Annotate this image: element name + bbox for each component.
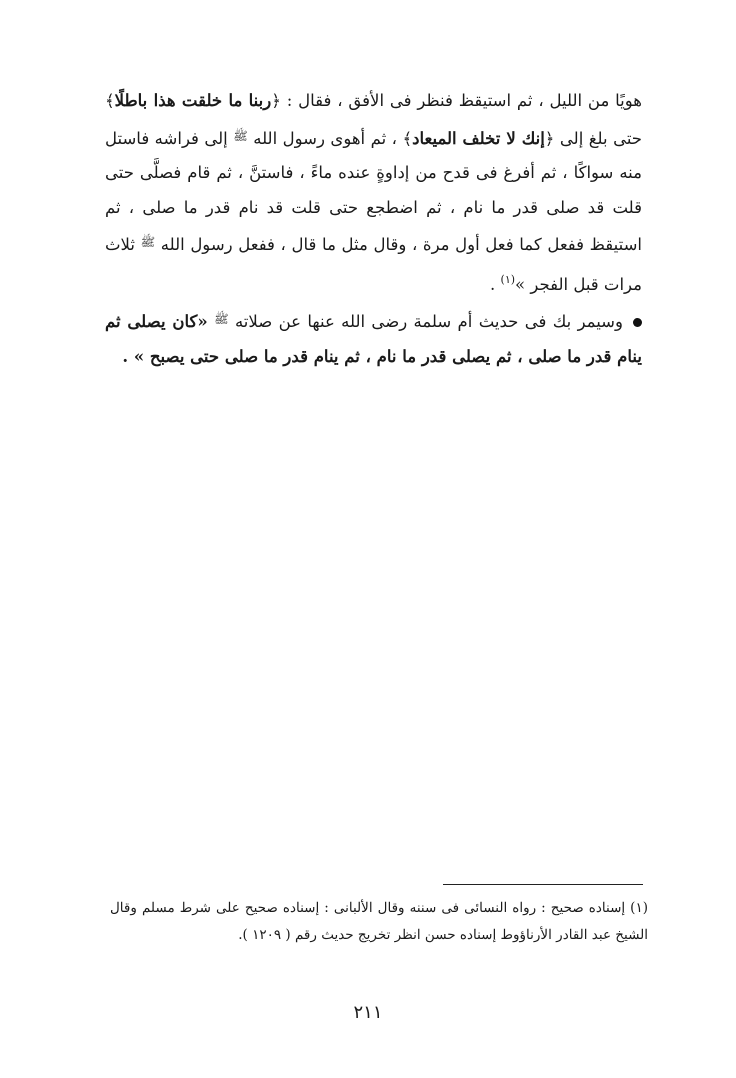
footnote-reference: (١): [500, 272, 516, 286]
main-text-block: [105, 84, 642, 374]
page-number: ٢١١: [353, 1002, 383, 1023]
paragraph-1-text-b: ﴾ حتى بلغ إلى ﴿: [105, 91, 642, 148]
paragraph-2-text-a: وسيمر بك فى حديث أم سلمة رضى الله عنها عن صلاته: [234, 312, 623, 331]
hadith-quote: «كان يصلى ثم ينام قدر ما صلى ، ثم يصلى قدر ما نام ، ثم ينام قدر ما صلى حتى يصبح » .: [105, 312, 642, 366]
salla-symbol: ﷺ: [233, 128, 248, 143]
salla-symbol: ﷺ: [214, 312, 229, 326]
paragraph-1-end: .: [490, 274, 501, 294]
footnote-text: (١) إسناده صحيح : رواه النسائى فى سننه وقال الألبانى : إسناده صحيح على شرط مسلم وقال الشيخ عبد القادر الأرناؤوط إسناده حسن انظر تخريج حديث رقم ( ١٢٠٩ ).: [110, 900, 648, 943]
paragraph-1-text-c: ﴾ ، ثم أهوى رسول الله: [253, 128, 413, 148]
paragraph-1: [105, 84, 642, 302]
quran-quote-2: إنك لا تخلف الميعاد: [412, 128, 545, 148]
paragraph-1-text-a: هويًا من الليل ، ثم استيقظ فنظر فى الأفق ، فقال : ﴿: [271, 91, 642, 110]
quran-quote-1: ربنا ما خلقت هذا باطلًا: [114, 91, 272, 110]
paragraph-2: [105, 302, 642, 374]
bullet-icon: [633, 318, 642, 327]
salla-symbol: ﷺ: [140, 235, 156, 249]
footnote-divider: [443, 884, 643, 885]
paragraph-1-text-e: ثلاث مرات قبل الفجر »: [105, 235, 642, 294]
paragraph-1-text-d: إلى فراشه فاستل منه سواكًا ، ثم أفرغ فى قدح من إداوةٍ عنده ماءً ، فاستنَّ ، ثم قام فصلَّى حتى قلت قد صلى قدر ما نام ، ثم اضطجع حتى قلت قد نام قدر ما صلى ، ثم استيقظ ففعل كما فعل أول مرة ، وقال مثل ما قال ، ففعل رسول الله: [105, 128, 643, 254]
footnote-block: [110, 895, 648, 949]
